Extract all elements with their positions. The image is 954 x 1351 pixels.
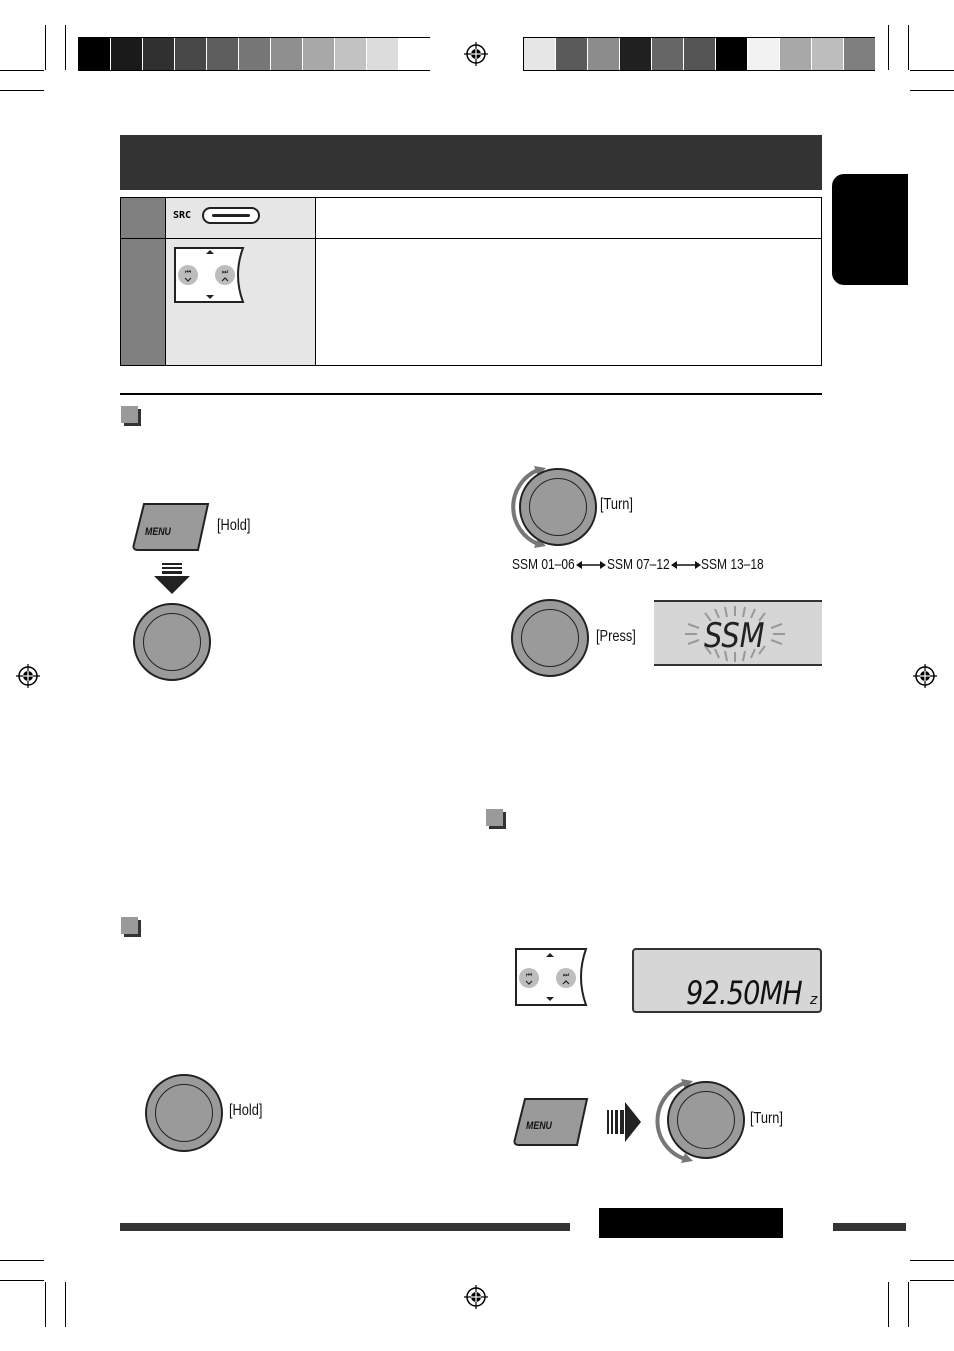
crop-mark bbox=[910, 70, 954, 71]
control-pad-icon[interactable] bbox=[514, 947, 590, 1007]
table-row-marker bbox=[121, 239, 166, 365]
color-swatch bbox=[79, 38, 111, 70]
footer-rule bbox=[120, 1223, 570, 1231]
src-label: SRC bbox=[173, 210, 192, 221]
src-button-slot bbox=[212, 214, 250, 217]
color-swatch bbox=[748, 38, 780, 70]
color-swatch bbox=[271, 38, 303, 70]
bidirectional-arrow-icon bbox=[576, 560, 606, 570]
crop-mark bbox=[0, 1260, 44, 1261]
menu-button-label: MENU bbox=[145, 526, 171, 538]
turn-label: [Turn] bbox=[750, 1110, 783, 1127]
ssm-display bbox=[654, 600, 822, 666]
crop-mark bbox=[908, 1282, 909, 1327]
color-swatch bbox=[620, 38, 652, 70]
control-dial[interactable] bbox=[519, 468, 597, 546]
color-swatch bbox=[652, 38, 684, 70]
crop-mark bbox=[65, 1282, 66, 1327]
hold-label: [Hold] bbox=[229, 1102, 263, 1119]
page-number-box bbox=[599, 1208, 783, 1238]
color-swatch bbox=[556, 38, 588, 70]
color-swatch bbox=[367, 38, 399, 70]
color-swatch bbox=[303, 38, 335, 70]
color-swatch bbox=[175, 38, 207, 70]
ssm-display-text: SSM bbox=[704, 616, 765, 656]
control-table bbox=[120, 197, 822, 366]
color-swatch bbox=[780, 38, 812, 70]
color-swatch bbox=[399, 38, 431, 70]
control-dial[interactable] bbox=[511, 599, 589, 677]
bidirectional-arrow-icon bbox=[671, 560, 701, 570]
color-swatch bbox=[239, 38, 271, 70]
menu-button-label: MENU bbox=[526, 1120, 552, 1132]
menu-button[interactable] bbox=[132, 500, 210, 554]
frequency-unit-suffix: z bbox=[810, 992, 818, 1008]
ssm-range-2: SSM 07–12 bbox=[607, 556, 670, 573]
src-button[interactable] bbox=[202, 207, 260, 224]
section-rule bbox=[120, 393, 822, 395]
crop-mark bbox=[65, 25, 66, 70]
registration-mark-icon bbox=[913, 664, 937, 688]
crop-mark bbox=[910, 90, 954, 91]
table-row-marker bbox=[121, 198, 166, 239]
crop-mark bbox=[910, 1260, 954, 1261]
crop-mark bbox=[910, 1280, 954, 1281]
registration-mark-icon bbox=[16, 664, 40, 688]
turn-label: [Turn] bbox=[600, 496, 633, 513]
control-pad-icon[interactable] bbox=[173, 246, 245, 304]
crop-mark bbox=[45, 25, 46, 70]
right-arrow-icon bbox=[607, 1102, 641, 1142]
registration-mark-icon bbox=[464, 1285, 488, 1309]
section-square-icon bbox=[121, 406, 138, 423]
press-label: [Press] bbox=[596, 628, 636, 645]
color-swatch bbox=[684, 38, 716, 70]
table-icon-cell bbox=[166, 198, 316, 239]
crop-mark bbox=[908, 25, 909, 70]
crop-mark bbox=[0, 1280, 44, 1281]
crop-mark bbox=[888, 1282, 889, 1327]
color-swatch bbox=[716, 38, 748, 70]
color-swatch bbox=[524, 38, 556, 70]
table-icon-cell bbox=[166, 239, 316, 365]
crop-mark bbox=[0, 70, 44, 71]
color-swatch bbox=[207, 38, 239, 70]
frequency-text: 92.50MH bbox=[686, 974, 802, 1012]
color-swatch bbox=[143, 38, 175, 70]
color-swatch bbox=[335, 38, 367, 70]
ssm-range-1: SSM 01–06 bbox=[512, 556, 575, 573]
ssm-range-3: SSM 13–18 bbox=[701, 556, 764, 573]
crop-mark bbox=[888, 25, 889, 70]
down-arrow-icon bbox=[152, 563, 192, 595]
section-header-band bbox=[120, 135, 822, 190]
section-square-icon bbox=[486, 809, 503, 826]
svg-text:⏮: ⏮ bbox=[525, 971, 533, 979]
table-divider bbox=[316, 238, 821, 239]
color-swatch bbox=[588, 38, 620, 70]
crop-mark bbox=[45, 1282, 46, 1327]
control-dial[interactable] bbox=[145, 1074, 223, 1152]
control-dial[interactable] bbox=[667, 1081, 745, 1159]
svg-text:⏮: ⏮ bbox=[184, 268, 192, 276]
color-swatch bbox=[844, 38, 876, 70]
crop-mark bbox=[0, 90, 44, 91]
color-swatch bbox=[812, 38, 844, 70]
svg-text:⏭: ⏭ bbox=[221, 268, 229, 276]
color-swatch bbox=[111, 38, 143, 70]
section-square-icon bbox=[121, 917, 138, 934]
footer-rule-right bbox=[833, 1223, 906, 1231]
language-side-tab bbox=[832, 174, 908, 285]
svg-text:⏭: ⏭ bbox=[562, 971, 570, 979]
control-dial[interactable] bbox=[133, 603, 211, 681]
hold-label: [Hold] bbox=[217, 517, 251, 534]
frequency-display bbox=[632, 948, 822, 1013]
registration-mark-icon bbox=[464, 42, 488, 66]
